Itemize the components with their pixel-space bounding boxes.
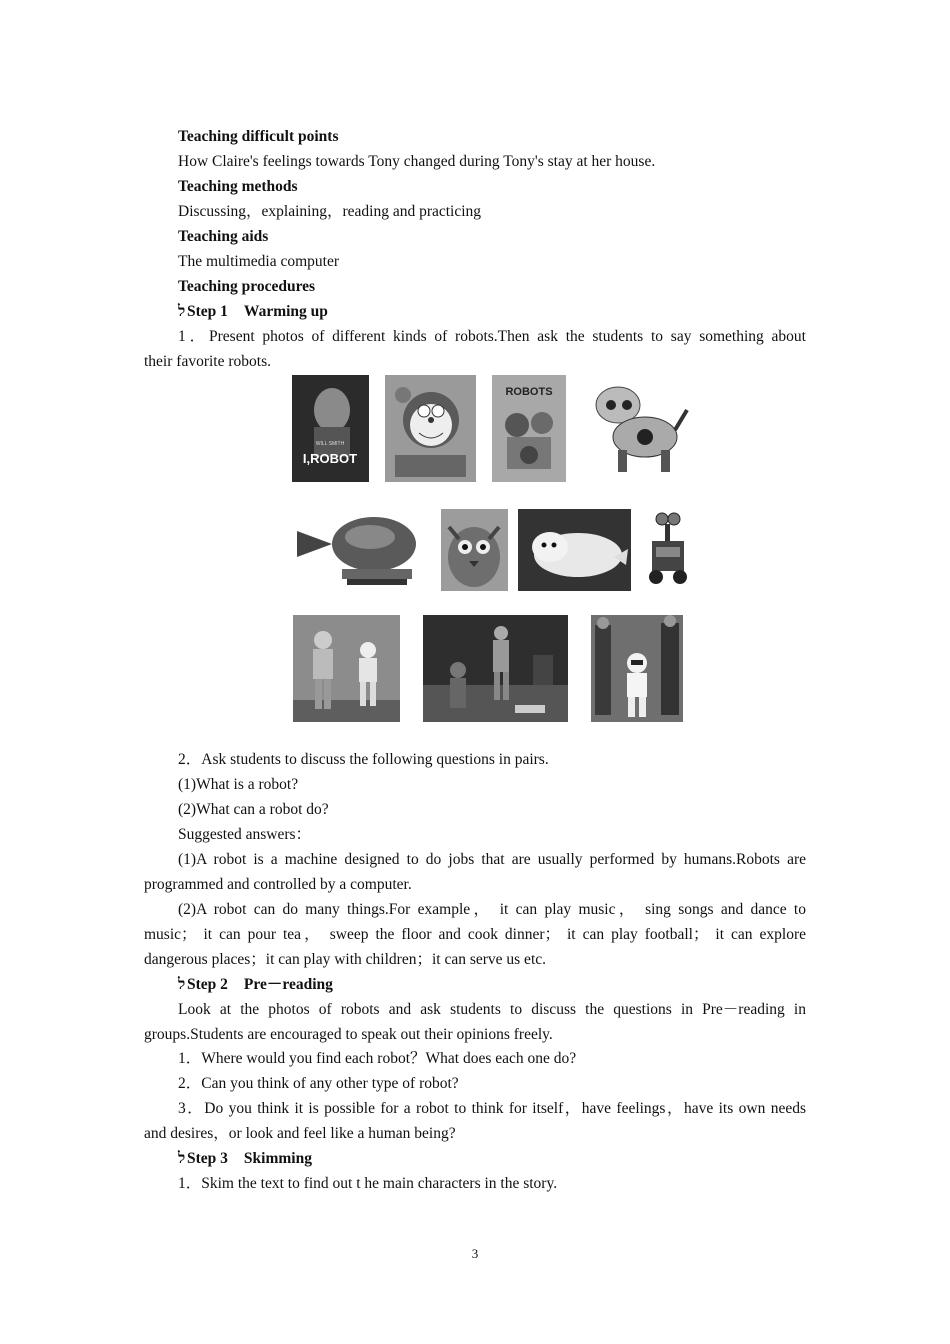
answer-1-line1: (1)A robot is a machine designed to do jobs that are usually performed by humans.Robots are xyxy=(178,851,806,868)
difficult-points-text: How Claire's feelings towards Tony changed during Tony's stay at her house. xyxy=(178,153,656,170)
photo-irobot-poster xyxy=(292,375,369,482)
question-1: (1)What is a robot? xyxy=(178,776,299,793)
step2-heading xyxy=(178,972,840,997)
step-bullet-icon: ל xyxy=(178,1150,186,1167)
photo-furby xyxy=(441,509,508,591)
step1-item2: 2．Ask students to discuss the following questions in pairs. xyxy=(178,751,549,768)
suggested-answers-label: Suggested answers： xyxy=(178,826,312,843)
answer-2-line2: music； it can pour tea， sweep the floor and cook dinner； it can play football； it can explore xyxy=(144,926,806,943)
step1-title: Warming up xyxy=(243,303,328,320)
step1-item1-line2: their favorite robots. xyxy=(144,353,271,370)
photo-robot-exhibition xyxy=(423,615,568,722)
step-bullet-icon: ל xyxy=(178,976,186,993)
step2-intro-line1: Look at the photos of robots and ask students to discuss the questions in Pre－reading in xyxy=(178,1001,806,1018)
photo-robot-fish xyxy=(292,509,427,591)
step1-heading xyxy=(178,299,840,324)
procedures-heading: Teaching procedures xyxy=(178,278,316,295)
step2-intro-line2: groups.Students are encouraged to speak out their opinions freely. xyxy=(144,1026,553,1043)
step3-title: Skimming xyxy=(243,1150,312,1167)
step2-question-3-line2: and desires，or look and feel like a human being? xyxy=(144,1125,456,1142)
aids-heading: Teaching aids xyxy=(178,228,269,245)
irobot-actor-text: WILL SMITH xyxy=(315,441,345,447)
answer-1-line2: programmed and controlled by a computer. xyxy=(144,876,412,893)
answer-2-line1: (2)A robot can do many things.For example， it can play music， sing songs and dance to xyxy=(178,901,806,918)
photo-seal-robot xyxy=(518,509,631,591)
photo-doraemon-poster xyxy=(385,375,476,482)
question-2: (2)What can a robot do? xyxy=(178,801,329,818)
photo-humanoid-robots xyxy=(293,615,400,722)
step3-label: Step 3 xyxy=(187,1150,228,1167)
step2-question-1: 1．Where would you find each robot？What does each one do? xyxy=(178,1050,577,1067)
step-bullet-icon: ל xyxy=(178,303,186,320)
difficult-points-heading: Teaching difficult points xyxy=(178,128,339,145)
robots-poster-title: ROBOTS xyxy=(505,386,553,398)
answer-2-line3: dangerous places；it can play with children；it can serve us etc. xyxy=(144,951,547,968)
step2-question-3-line1: 3．Do you think it is possible for a robot to think for itself，have feelings，have its own needs xyxy=(178,1100,806,1117)
photo-wheeled-robot xyxy=(642,509,692,591)
step2-question-2: 2．Can you think of any other type of robot? xyxy=(178,1075,459,1092)
methods-text: Discussing，explaining，reading and practicing xyxy=(178,203,482,220)
photo-asimo-crowd xyxy=(591,615,683,722)
step3-item1: 1．Skim the text to find out t he main characters in the story. xyxy=(178,1175,558,1192)
step1-item1-line1: 1．Present photos of different kinds of robots.Then ask the students to say something about xyxy=(178,328,806,345)
photo-robots-poster xyxy=(492,375,566,482)
step2-title: Pre－reading xyxy=(243,976,333,993)
aids-text: The multimedia computer xyxy=(178,253,339,270)
step1-label: Step 1 xyxy=(187,303,228,320)
irobot-title-text: I,ROBOT xyxy=(302,451,358,466)
step3-heading xyxy=(178,1146,840,1171)
step2-label: Step 2 xyxy=(187,976,228,993)
methods-heading: Teaching methods xyxy=(178,178,298,195)
photo-robot-dog xyxy=(583,375,692,482)
page-number: 3 xyxy=(471,1246,479,1261)
